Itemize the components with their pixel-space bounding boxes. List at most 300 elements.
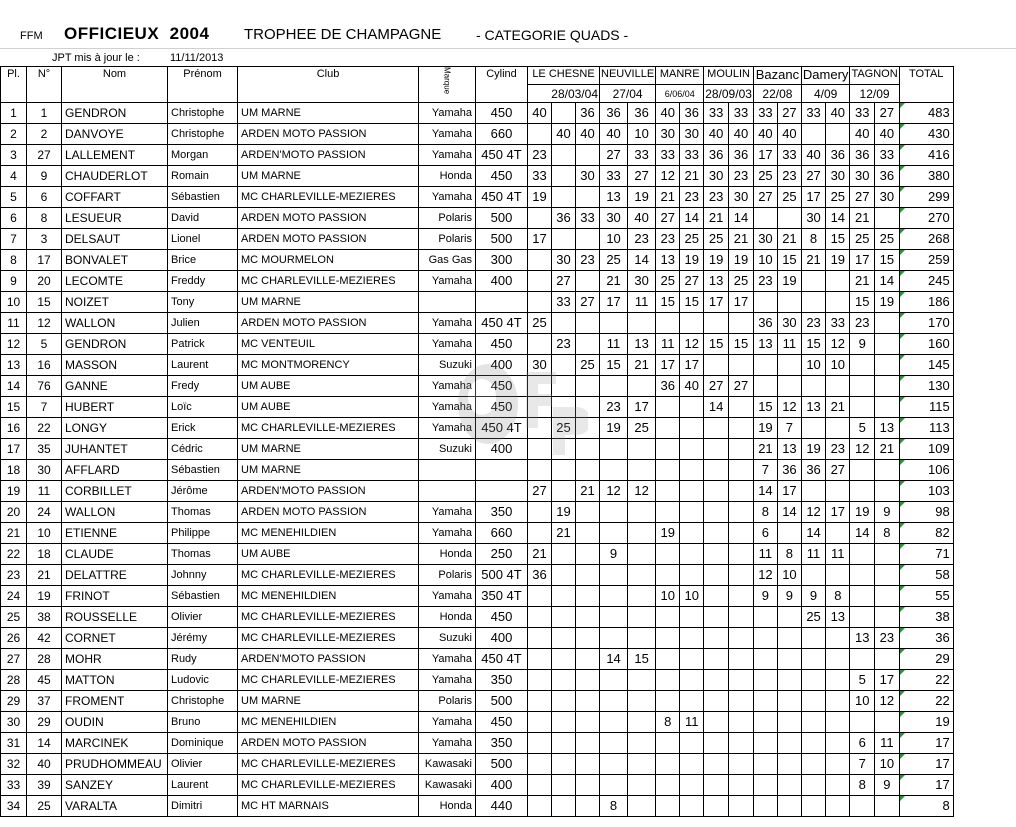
sheet-header (0, 0, 1016, 66)
formula-marker-icon (900, 460, 905, 465)
points-cell: 23 (801, 313, 825, 334)
points-cell (628, 775, 656, 796)
points-cell: 14 (680, 208, 704, 229)
formula-marker-icon (900, 670, 905, 675)
points-cell: 23 (850, 313, 875, 334)
event-name: Damery (801, 67, 850, 85)
points-cell: 40 (777, 124, 801, 145)
number-cell: 11 (27, 481, 62, 502)
formula-marker-icon (900, 607, 905, 612)
firstname-cell: Christophe (168, 103, 238, 124)
points-cell: 25 (656, 271, 680, 292)
lastname-cell: AFFLARD (62, 460, 168, 481)
points-cell (552, 166, 576, 187)
total-cell (899, 250, 953, 271)
brand-cell: Honda (419, 796, 476, 817)
total-cell (899, 355, 953, 376)
number-cell: 39 (27, 775, 62, 796)
table-row (1, 712, 954, 733)
points-cell: 33 (656, 145, 680, 166)
brand-cell: Yamaha (419, 271, 476, 292)
lastname-cell: COFFART (62, 187, 168, 208)
total-cell (899, 796, 953, 817)
place-cell: 23 (1, 565, 27, 586)
table-row (1, 334, 954, 355)
formula-marker-icon (900, 250, 905, 255)
table-row (1, 586, 954, 607)
points-cell: 33 (552, 292, 576, 313)
points-cell: 12 (600, 481, 628, 502)
total-cell (899, 670, 953, 691)
brand-cell: Suzuki (419, 439, 476, 460)
club-cell: MC CHARLEVILLE-MEZIERES (238, 418, 419, 439)
lastname-cell: OUDIN (62, 712, 168, 733)
table-row (1, 103, 954, 124)
points-cell (704, 754, 729, 775)
points-cell (680, 775, 704, 796)
table-row (1, 229, 954, 250)
points-cell (628, 376, 656, 397)
points-cell: 13 (875, 418, 900, 439)
points-cell (875, 334, 900, 355)
points-cell (552, 439, 576, 460)
total-cell (899, 166, 953, 187)
points-cell: 19 (552, 502, 576, 523)
brand-cell (419, 481, 476, 502)
lastname-cell: MASSON (62, 355, 168, 376)
points-cell: 40 (801, 145, 825, 166)
points-cell (552, 712, 576, 733)
points-cell (729, 628, 754, 649)
number-cell: 42 (27, 628, 62, 649)
points-cell: 19 (628, 187, 656, 208)
points-cell (680, 565, 704, 586)
points-cell (777, 691, 801, 712)
lastname-cell: GANNE (62, 376, 168, 397)
points-cell: 17 (729, 292, 754, 313)
points-cell (656, 439, 680, 460)
points-cell (552, 355, 576, 376)
points-cell: 27 (628, 166, 656, 187)
total-cell (899, 586, 953, 607)
points-cell: 15 (875, 250, 900, 271)
points-cell: 27 (801, 166, 825, 187)
points-cell (875, 355, 900, 376)
points-cell (628, 460, 656, 481)
points-cell (850, 376, 875, 397)
points-cell (576, 187, 600, 208)
firstname-cell: Freddy (168, 271, 238, 292)
points-cell (528, 397, 552, 418)
points-cell (680, 544, 704, 565)
points-cell: 9 (850, 334, 875, 355)
total-value: 103 (927, 483, 950, 498)
points-cell (875, 565, 900, 586)
cylinder-cell: 400 (476, 439, 528, 460)
points-cell (552, 460, 576, 481)
points-cell: 13 (656, 250, 680, 271)
points-cell: 9 (875, 775, 900, 796)
number-cell: 19 (27, 586, 62, 607)
lastname-cell: FROMENT (62, 691, 168, 712)
club-cell: ARDEN MOTO PASSION (238, 208, 419, 229)
points-cell: 9 (753, 586, 777, 607)
points-cell (753, 754, 777, 775)
points-cell: 10 (680, 586, 704, 607)
formula-marker-icon (900, 481, 905, 486)
brand-cell: Kawasaki (419, 775, 476, 796)
points-cell (628, 313, 656, 334)
points-cell (576, 145, 600, 166)
formula-marker-icon (900, 229, 905, 234)
points-cell: 14 (826, 208, 850, 229)
firstname-cell: Morgan (168, 145, 238, 166)
place-cell: 11 (1, 313, 27, 334)
points-cell (753, 208, 777, 229)
lastname-cell: LECOMTE (62, 271, 168, 292)
brand-cell: Yamaha (419, 376, 476, 397)
firstname-cell: Jérôme (168, 481, 238, 502)
points-cell: 40 (656, 103, 680, 124)
points-cell: 23 (753, 271, 777, 292)
table-row (1, 460, 954, 481)
points-cell: 33 (826, 313, 850, 334)
number-cell: 24 (27, 502, 62, 523)
points-cell (801, 418, 825, 439)
points-cell (777, 292, 801, 313)
points-cell (552, 481, 576, 502)
total-cell (899, 712, 953, 733)
points-cell (628, 733, 656, 754)
points-cell (826, 712, 850, 733)
brand-cell: Suzuki (419, 628, 476, 649)
total-value: 22 (935, 672, 950, 687)
brand-cell: Yamaha (419, 670, 476, 691)
total-cell (899, 124, 953, 145)
brand-cell: Yamaha (419, 733, 476, 754)
total-value: 29 (935, 651, 950, 666)
points-cell: 17 (875, 670, 900, 691)
points-cell (656, 754, 680, 775)
event-date: 4/09 (801, 85, 850, 103)
lastname-cell: NOIZET (62, 292, 168, 313)
event-name: NEUVILLE (600, 67, 656, 85)
points-cell: 27 (680, 271, 704, 292)
points-cell (801, 712, 825, 733)
brand-cell (419, 460, 476, 481)
lastname-cell: WALLON (62, 502, 168, 523)
table-row (1, 145, 954, 166)
points-cell (753, 376, 777, 397)
total-cell (899, 565, 953, 586)
club-cell: UM MARNE (238, 292, 419, 313)
total-value: 380 (927, 168, 950, 183)
total-value: 17 (935, 735, 950, 750)
points-cell: 19 (826, 250, 850, 271)
status-text: OFFICIEUX (64, 24, 160, 43)
place-cell: 29 (1, 691, 27, 712)
points-cell (801, 796, 825, 817)
total-cell (899, 145, 953, 166)
cylinder-cell: 660 (476, 124, 528, 145)
points-cell (656, 481, 680, 502)
points-cell: 15 (826, 229, 850, 250)
points-cell (753, 292, 777, 313)
points-cell: 14 (801, 523, 825, 544)
total-value: 58 (935, 567, 950, 582)
firstname-cell: Christophe (168, 124, 238, 145)
points-cell: 8 (826, 586, 850, 607)
points-cell (704, 502, 729, 523)
points-cell (528, 460, 552, 481)
points-cell (777, 754, 801, 775)
points-cell: 7 (753, 460, 777, 481)
points-cell: 30 (528, 355, 552, 376)
points-cell: 11 (753, 544, 777, 565)
points-cell: 27 (704, 376, 729, 397)
points-cell (704, 460, 729, 481)
points-cell (680, 397, 704, 418)
brand-cell: Honda (419, 544, 476, 565)
points-cell: 23 (600, 397, 628, 418)
points-cell: 14 (704, 397, 729, 418)
firstname-cell: Sébastien (168, 187, 238, 208)
points-cell: 25 (628, 418, 656, 439)
points-cell (576, 565, 600, 586)
points-cell: 10 (628, 124, 656, 145)
table-row (1, 796, 954, 817)
points-cell: 30 (850, 166, 875, 187)
points-cell (753, 733, 777, 754)
points-cell (600, 754, 628, 775)
points-cell (753, 796, 777, 817)
points-cell: 12 (680, 334, 704, 355)
firstname-cell: David (168, 208, 238, 229)
firstname-cell: Sébastien (168, 586, 238, 607)
points-cell: 36 (656, 376, 680, 397)
club-cell: MC MOURMELON (238, 250, 419, 271)
points-cell: 21 (680, 166, 704, 187)
points-cell: 10 (777, 565, 801, 586)
points-cell (777, 796, 801, 817)
points-cell (576, 397, 600, 418)
points-cell: 10 (826, 355, 850, 376)
points-cell (729, 670, 754, 691)
points-cell (850, 586, 875, 607)
points-cell: 27 (753, 187, 777, 208)
event-name: MANRE (656, 67, 704, 85)
points-cell (552, 691, 576, 712)
firstname-cell: Christophe (168, 691, 238, 712)
table-row (1, 691, 954, 712)
lastname-cell: DANVOYE (62, 124, 168, 145)
number-cell: 40 (27, 754, 62, 775)
number-cell: 45 (27, 670, 62, 691)
total-value: 55 (935, 588, 950, 603)
points-cell (777, 775, 801, 796)
points-cell (552, 775, 576, 796)
points-cell (628, 754, 656, 775)
points-cell (552, 733, 576, 754)
cylinder-cell: 450 (476, 103, 528, 124)
points-cell (656, 775, 680, 796)
place-cell: 13 (1, 355, 27, 376)
total-value: 109 (927, 441, 950, 456)
brand-cell: Polaris (419, 229, 476, 250)
brand-cell: Yamaha (419, 124, 476, 145)
points-cell (528, 691, 552, 712)
brand-cell: Yamaha (419, 523, 476, 544)
points-cell: 13 (704, 271, 729, 292)
points-cell (600, 586, 628, 607)
table-row (1, 250, 954, 271)
table-row (1, 502, 954, 523)
points-cell: 33 (850, 103, 875, 124)
total-value: 130 (927, 378, 950, 393)
club-cell: UM AUBE (238, 376, 419, 397)
points-cell (704, 712, 729, 733)
points-cell (576, 733, 600, 754)
points-cell (753, 691, 777, 712)
points-cell (528, 124, 552, 145)
points-cell: 14 (600, 649, 628, 670)
points-cell (528, 775, 552, 796)
year-text: 2004 (169, 24, 210, 43)
club-cell: UM MARNE (238, 103, 419, 124)
points-cell (656, 418, 680, 439)
points-cell: 27 (576, 292, 600, 313)
brand-cell: Yamaha (419, 397, 476, 418)
points-cell (528, 670, 552, 691)
points-cell: 25 (875, 229, 900, 250)
points-cell: 11 (801, 544, 825, 565)
points-cell: 27 (729, 376, 754, 397)
total-value: 113 (928, 420, 950, 435)
points-cell (704, 796, 729, 817)
points-cell: 23 (528, 145, 552, 166)
points-cell: 17 (680, 355, 704, 376)
total-value: 106 (927, 462, 950, 477)
points-cell (777, 733, 801, 754)
points-cell (656, 607, 680, 628)
points-cell (729, 313, 754, 334)
place-cell: 17 (1, 439, 27, 460)
table-row (1, 481, 954, 502)
points-cell (850, 712, 875, 733)
club-cell: ARDEN MOTO PASSION (238, 124, 419, 145)
points-cell: 25 (528, 313, 552, 334)
points-cell (729, 544, 754, 565)
event-date: 28/09/03 (704, 85, 754, 103)
points-cell (777, 670, 801, 691)
points-cell (729, 796, 754, 817)
points-cell (552, 103, 576, 124)
points-cell (850, 481, 875, 502)
points-cell: 40 (729, 124, 754, 145)
points-cell: 23 (680, 187, 704, 208)
points-cell: 14 (729, 208, 754, 229)
points-cell: 33 (777, 145, 801, 166)
points-cell (680, 439, 704, 460)
firstname-cell: Thomas (168, 544, 238, 565)
total-cell (899, 502, 953, 523)
category-title: - CATEGORIE QUADS - (476, 27, 629, 43)
ranking-table (0, 66, 954, 817)
event-date: 28/03/04 (528, 85, 600, 103)
club-cell: UM MARNE (238, 460, 419, 481)
points-cell (801, 733, 825, 754)
points-cell (576, 271, 600, 292)
club-cell: UM AUBE (238, 397, 419, 418)
number-cell: 22 (27, 418, 62, 439)
points-cell (628, 502, 656, 523)
lastname-cell: MARCINEK (62, 733, 168, 754)
lastname-cell: HUBERT (62, 397, 168, 418)
points-cell (552, 229, 576, 250)
points-cell (826, 376, 850, 397)
points-cell (704, 481, 729, 502)
points-cell: 30 (576, 166, 600, 187)
cylinder-cell: 450 4T (476, 187, 528, 208)
points-cell (875, 313, 900, 334)
formula-marker-icon (900, 544, 905, 549)
points-cell: 30 (656, 124, 680, 145)
points-cell (576, 439, 600, 460)
event-date: 12/09 (850, 85, 899, 103)
points-cell: 25 (753, 166, 777, 187)
points-cell: 36 (628, 103, 656, 124)
points-cell (552, 313, 576, 334)
points-cell (826, 670, 850, 691)
place-cell: 7 (1, 229, 27, 250)
formula-marker-icon (900, 187, 905, 192)
points-cell (801, 691, 825, 712)
points-cell (875, 607, 900, 628)
lastname-cell: MATTON (62, 670, 168, 691)
firstname-cell: Romain (168, 166, 238, 187)
points-cell: 13 (753, 334, 777, 355)
points-cell (552, 754, 576, 775)
points-cell: 21 (850, 271, 875, 292)
points-cell: 36 (729, 145, 754, 166)
points-cell: 30 (801, 208, 825, 229)
club-cell: UM MARNE (238, 439, 419, 460)
points-cell: 21 (704, 208, 729, 229)
total-value: 268 (927, 231, 950, 246)
points-cell: 23 (875, 628, 900, 649)
place-cell: 10 (1, 292, 27, 313)
points-cell: 11 (600, 334, 628, 355)
points-cell (628, 796, 656, 817)
total-value: 416 (927, 147, 950, 162)
place-cell: 25 (1, 607, 27, 628)
firstname-cell: Philippe (168, 523, 238, 544)
points-cell: 15 (777, 250, 801, 271)
points-cell (628, 565, 656, 586)
cylinder-cell: 450 4T (476, 145, 528, 166)
points-cell (600, 607, 628, 628)
cylinder-cell: 500 (476, 229, 528, 250)
table-row (1, 523, 954, 544)
firstname-cell: Ludovic (168, 670, 238, 691)
points-cell: 30 (704, 166, 729, 187)
points-cell (680, 313, 704, 334)
points-cell (729, 397, 754, 418)
points-cell: 11 (875, 733, 900, 754)
points-cell (600, 313, 628, 334)
club-cell: ARDEN MOTO PASSION (238, 733, 419, 754)
points-cell (552, 544, 576, 565)
